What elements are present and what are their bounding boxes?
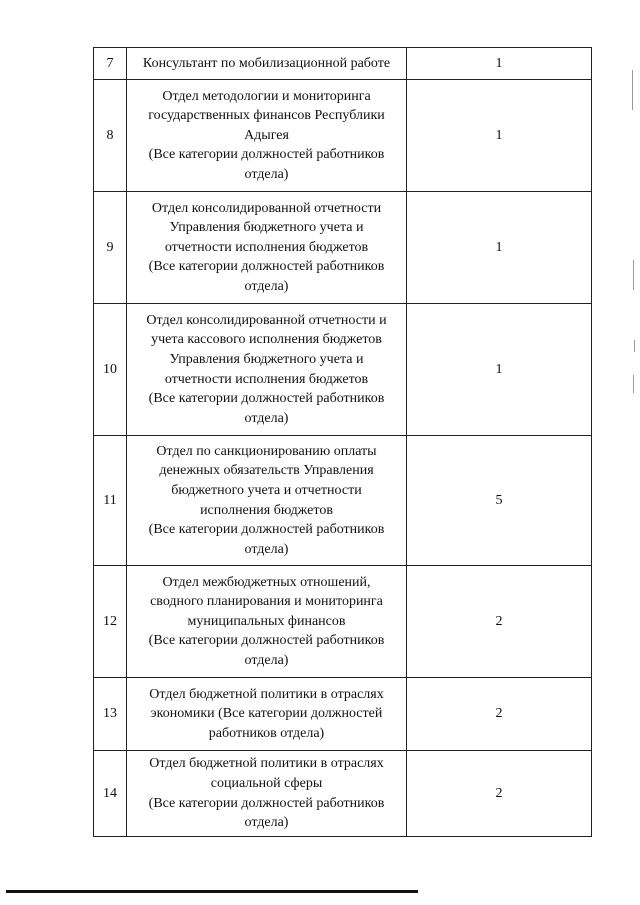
department-name-line: (Все категории должностей работников: [148, 147, 385, 163]
department-name: [127, 566, 407, 677]
scan-edge-mark: [632, 70, 633, 110]
table-row: [94, 565, 591, 677]
department-name-line: муниципальных финансов: [187, 613, 346, 629]
department-name-line: Управления бюджетного учета и: [169, 220, 364, 236]
position-count: 1: [495, 55, 503, 71]
position-count: 1: [495, 127, 503, 143]
department-name: [127, 436, 407, 565]
table-row: [94, 303, 591, 435]
department-name-line: социальной сферы: [210, 775, 323, 791]
row-number: 10: [94, 304, 127, 435]
table-row: [94, 750, 591, 836]
department-name-line: (Все категории должностей работников: [148, 633, 385, 649]
department-name-line: денежных обязательств Управления: [159, 463, 374, 479]
department-name-line: отдела): [244, 815, 289, 831]
position-count: 1: [495, 239, 503, 255]
department-name-line: экономики (Все категории должностей: [150, 706, 383, 722]
row-number: 9: [94, 192, 127, 303]
department-name-line: Адыгея: [244, 127, 289, 143]
department-name-line: (Все категории должностей работников: [148, 391, 385, 407]
table-row: [94, 677, 591, 750]
department-name-line: работников отдела): [208, 725, 325, 741]
department-name-line: учета кассового исполнения бюджетов: [151, 332, 382, 348]
department-name: [127, 678, 407, 750]
row-number: 8: [94, 80, 127, 191]
department-name-line: Отдел методологии и мониторинга: [162, 88, 371, 104]
department-name-line: (Все категории должностей работников: [148, 522, 385, 538]
scan-edge-mark: [633, 260, 634, 290]
table-row: [94, 435, 591, 565]
department-name-line: отдела): [244, 410, 289, 426]
department-name-line: Отдел консолидированной отчетности: [151, 200, 382, 216]
position-count: 5: [495, 492, 503, 508]
row-number: 13: [94, 678, 127, 750]
department-name-line: сводного планирования и мониторинга: [150, 594, 383, 610]
department-name-line: Управления бюджетного учета и: [169, 351, 364, 367]
staff-table: [93, 47, 592, 837]
table-row: [94, 48, 591, 79]
department-name: [127, 192, 407, 303]
position-count: 2: [495, 613, 503, 629]
footer-rule: [6, 890, 418, 893]
department-name-line: (Все категории должностей работников: [148, 795, 385, 811]
scan-edge-mark: [633, 375, 634, 393]
department-name: [127, 751, 407, 836]
department-name-line: отчетности исполнения бюджетов: [164, 239, 369, 255]
position-count: 2: [495, 706, 503, 721]
department-name-line: отдела): [244, 541, 289, 557]
row-number: 12: [94, 566, 127, 677]
department-name-line: исполнения бюджетов: [200, 502, 333, 518]
position-count: 2: [495, 785, 503, 801]
department-name-line: Консультант по мобилизационной работе: [142, 55, 391, 71]
department-name-line: государственных финансов Республики: [148, 108, 385, 124]
department-name-line: отдела): [244, 278, 289, 294]
department-name-line: отдела): [244, 166, 289, 182]
scan-edge-mark: [634, 340, 635, 352]
row-number: 7: [94, 48, 127, 79]
department-name-line: Отдел консолидированной отчетности и: [146, 312, 387, 328]
row-number: 11: [94, 436, 127, 565]
department-name-line: отдела): [244, 652, 289, 668]
department-name-line: (Все категории должностей работников: [148, 259, 385, 275]
department-name-line: Отдел бюджетной политики в отраслях: [149, 686, 384, 702]
department-name-line: Отдел бюджетной политики в отраслях: [149, 756, 384, 772]
department-name: [127, 80, 407, 191]
department-name: [127, 48, 407, 79]
row-number: 14: [94, 751, 127, 836]
department-name-line: бюджетного учета и отчетности: [171, 482, 362, 498]
department-name-line: отчетности исполнения бюджетов: [164, 371, 369, 387]
department-name-line: Отдел по санкционированию оплаты: [156, 443, 377, 459]
department-name: [127, 304, 407, 435]
table-row: [94, 191, 591, 303]
department-name-line: Отдел межбюджетных отношений,: [162, 574, 371, 590]
table-row: [94, 79, 591, 191]
position-count: 1: [495, 361, 503, 377]
